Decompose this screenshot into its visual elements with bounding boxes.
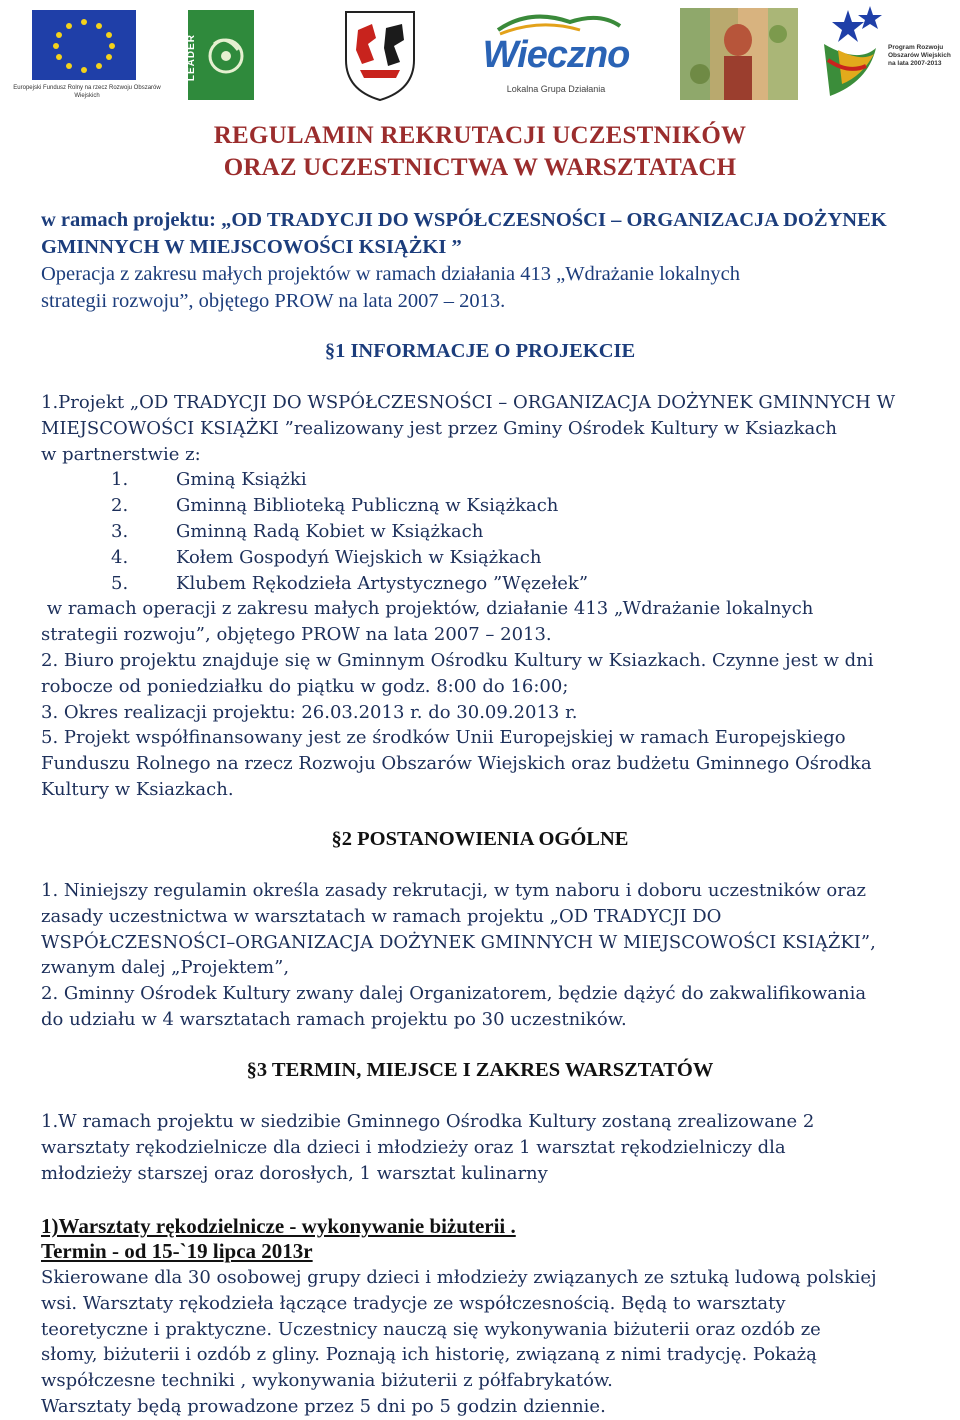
intro-line: GMINNYCH W MIEJSCOWOŚCI KSIĄŻKI ” xyxy=(41,236,462,258)
paragraph-line: współczesne techniki , wykonywania biżuterii z półfabrykatów. xyxy=(41,1370,613,1392)
wieczno-caption: Lokalna Grupa Działania xyxy=(506,84,606,94)
intro-line: w ramach projektu: „OD TRADYCJI DO WSPÓŁCZESNOŚCI – ORGANIZACJA DOŻYNEK xyxy=(41,209,887,231)
paragraph-line: zasady uczestnictwa w warsztatach w ramach projektu „OD TRADYCJI DO xyxy=(41,905,722,927)
paragraph-line: 2. Biuro projektu znajduje się w Gminnym Ośrodku Kultury w Ksiazkach. Czynne jest w dni xyxy=(41,649,874,671)
document-title-line-2: ORAZ UCZESTNICTWA W WARSZTATACH xyxy=(223,154,737,181)
list-item: 1. Gminą Książki xyxy=(111,469,307,491)
eu-flag-logo xyxy=(6,4,164,104)
paragraph-line: warsztaty rękodzielnicze dla dzieci i młodzieży oraz 1 warsztat rękodzielniczy dla xyxy=(41,1136,786,1158)
leader-logo xyxy=(188,4,254,104)
paragraph-line: 5. Projekt współfinansowany jest ze środków Unii Europejskiej w ramach Europejskiego xyxy=(41,727,846,749)
list-item: 3. Gminną Radą Kobiet w Książkach xyxy=(111,520,484,542)
document-title-line-1: REGULAMIN REKRUTACJI UCZESTNIKÓW xyxy=(213,122,747,149)
harvest-mosaic-image xyxy=(680,4,798,104)
intro-line: strategii rozwoju”, objętego PROW na lata 2007 – 2013. xyxy=(41,290,506,312)
section-3-heading: §3 TERMIN, MIEJSCE I ZAKRES WARSZTATÓW xyxy=(246,1059,714,1081)
section-2-heading: §2 POSTANOWIENIA OGÓLNE xyxy=(331,828,629,850)
list-item: 2. Gminną Biblioteką Publiczną w Książkach xyxy=(111,495,559,517)
paragraph-line: do udziału w 4 warsztatach ramach projektu po 30 uczestników. xyxy=(41,1008,627,1030)
coat-of-arms-logo xyxy=(340,4,420,104)
eu-flag-caption: Europejski Fundusz Rolny na rzecz Rozwoju Obszarów Wiejskich xyxy=(13,85,161,99)
section-1-body xyxy=(41,390,921,803)
wieczno-name: Wieczno xyxy=(482,34,630,76)
paragraph-line: MIEJSCOWOŚCI KSIĄŻKI ”realizowany jest przez Gminy Ośrodek Kultury w Ksiazkach xyxy=(41,417,837,439)
paragraph-line: zwanym dalej „Projektem”, xyxy=(41,957,290,979)
workshop-1-title: 1)Warsztaty rękodzielnicze - wykonywanie biżuterii . xyxy=(41,1214,516,1238)
paragraph-line: 2. Gminny Ośrodek Kultury zwany dalej Organizatorem, będzie dążyć do zakwalifikowania xyxy=(41,983,867,1005)
logo-row xyxy=(0,4,960,104)
paragraph-line: 3. Okres realizacji projektu: 26.03.2013 r. do 30.09.2013 r. xyxy=(41,701,578,723)
wieczno-logo xyxy=(470,4,640,104)
workshop-1-term: Termin - od 15-`19 lipca 2013r xyxy=(41,1239,313,1263)
paragraph-line: 1.W ramach projektu w siedzibie Gminnego Ośrodka Kultury zostaną zrealizowane 2 xyxy=(41,1111,815,1132)
paragraph-line: w ramach operacji z zakresu małych projektów, działanie 413 „Wdrażanie lokalnych xyxy=(41,598,814,620)
list-item: 5. Klubem Rękodzieła Artystycznego ”Węzełek” xyxy=(111,572,589,594)
section-2-body xyxy=(41,878,921,1033)
prow-logo xyxy=(818,4,956,104)
workshop-1-header xyxy=(41,1214,921,1264)
paragraph-line: młodzieży starszej oraz dorosłych, 1 warsztat kulinarny xyxy=(41,1162,548,1184)
paragraph-line: robocze od poniedziałku do piątku w godz. 8:00 do 16:00; xyxy=(41,675,569,697)
paragraph-line: Warsztaty będą prowadzone przez 5 dni po 5 godzin dziennie. xyxy=(41,1395,606,1417)
paragraph-line: słomy, biżuterii i ozdób z gliny. Poznają ich historię, związaną z nimi tradycję. Pokażą xyxy=(41,1344,817,1366)
paragraph-line: Funduszu Rolnego na rzecz Rozwoju Obszarów Wiejskich oraz budżetu Gminnego Ośrodka xyxy=(41,753,872,775)
paragraph-line: 1. Niniejszy regulamin określa zasady rekrutacji, w tym naboru i doboru uczestników oraz xyxy=(41,880,867,901)
paragraph-line: teoretyczne i praktyczne. Uczestnicy nauczą się wykonywania biżuterii oraz ozdób ze xyxy=(41,1318,821,1340)
paragraph-line: strategii rozwoju”, objętego PROW na lata 2007 – 2013. xyxy=(41,624,552,646)
paragraph-line: Skierowane dla 30 osobowej grupy dzieci i młodzieży związanych ze sztuką ludową polskiej xyxy=(41,1267,877,1288)
section-1-heading: §1 INFORMACJE O PROJEKCIE xyxy=(324,340,636,362)
leader-label: LEADER xyxy=(186,34,197,82)
intro-line: Operacja z zakresu małych projektów w ramach działania 413 „Wdrażanie lokalnych xyxy=(41,263,740,285)
paragraph-line: 1.Projekt „OD TRADYCJI DO WSPÓŁCZESNOŚCI – ORGANIZACJA DOŻYNEK GMINNYCH W xyxy=(41,392,896,413)
paragraph-line: WSPÓŁCZESNOŚCI–ORGANIZACJA DOŻYNEK GMINNYCH W MIEJSCOWOŚCI KSIĄŻKI”, xyxy=(41,931,876,953)
paragraph-line: Kultury w Ksiazkach. xyxy=(41,778,234,800)
intro-block xyxy=(41,207,921,315)
prow-caption: Program Rozwoju Obszarów Wiejskich na lata 2007-2013 xyxy=(888,44,951,67)
paragraph-line: w partnerstwie z: xyxy=(41,443,201,465)
partner-list xyxy=(41,467,921,596)
list-item: 4. Kołem Gospodyń Wiejskich w Książkach xyxy=(111,546,542,568)
paragraph-line: wsi. Warsztaty rękodzieła łączące tradycje ze współczesnością. Będą to warsztaty xyxy=(41,1292,786,1314)
workshop-1-body xyxy=(41,1265,921,1420)
section-3-body xyxy=(41,1109,921,1186)
